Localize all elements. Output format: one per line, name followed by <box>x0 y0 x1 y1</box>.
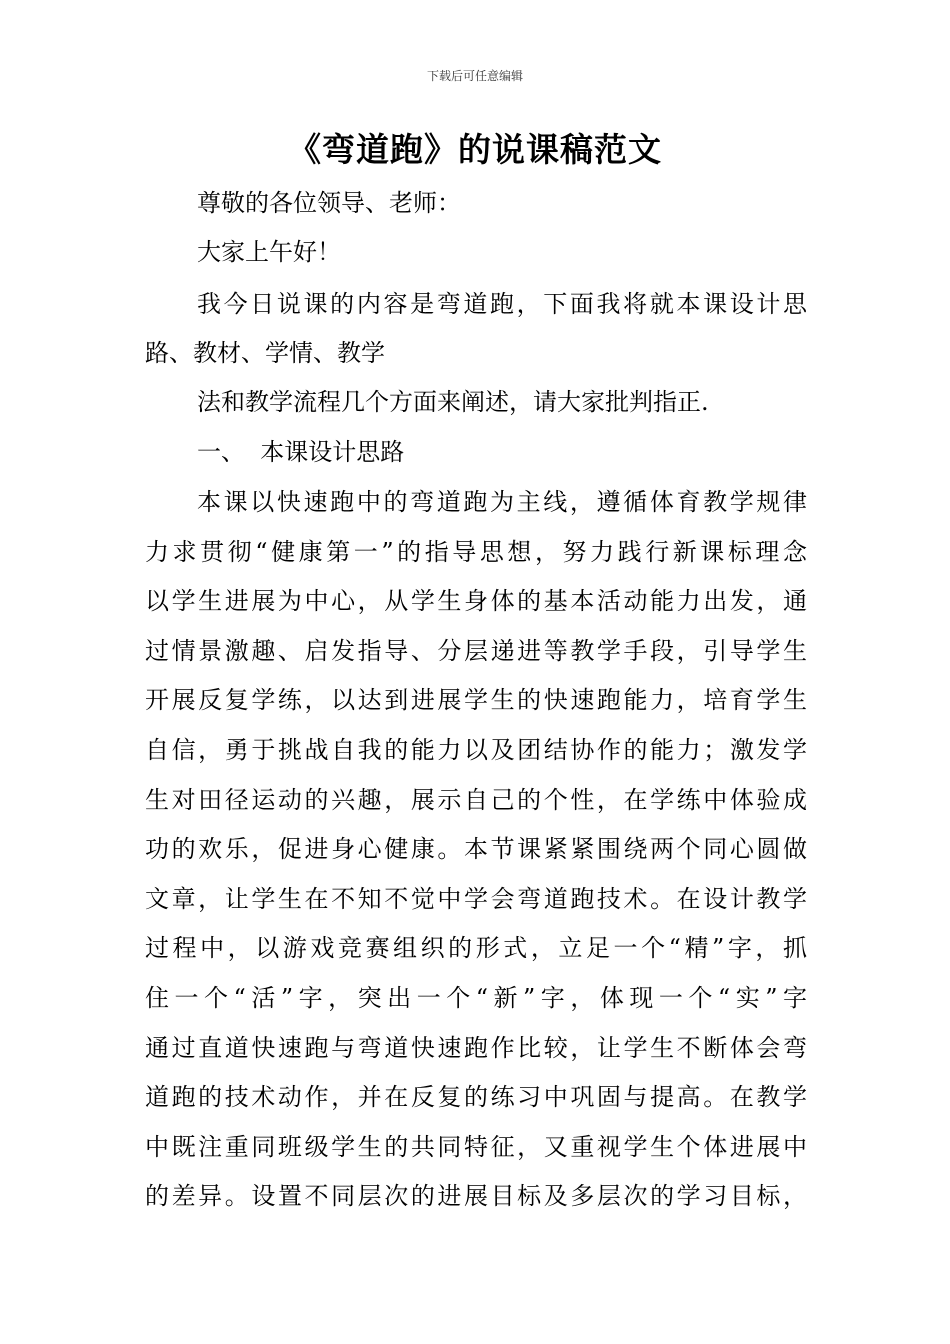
paragraph-line: 中既注重同班级学生的共同特征，又重视学生个体进展中 <box>145 1133 807 1161</box>
paragraph-line: 住一个“活”字，突出一个“新”字，体现一个“实”字 <box>145 984 807 1012</box>
hello: 大家上午好！ <box>197 238 341 266</box>
paragraph-line: 的差异。设置不同层次的进展目标及多层次的学习目标， <box>145 1182 807 1210</box>
paragraph-line: 自信，勇于挑战自我的能力以及团结协作的能力；激发学 <box>145 736 807 764</box>
intro-line-3: 法和教学流程几个方面来阐述，请大家批判指正. <box>197 388 709 416</box>
section-heading: 一、 本课设计思路 <box>197 438 405 466</box>
paragraph-line: 过情景激趣、启发指导、分层递进等教学手段，引导学生 <box>145 637 807 665</box>
paragraph-line: 文章，让学生在不知不觉中学会弯道跑技术。在设计教学 <box>145 885 807 913</box>
document-title: 《弯道跑》的说课稿范文 <box>288 130 662 169</box>
paragraph-line: 力求贯彻“健康第一”的指导思想，努力践行新课标理念 <box>145 538 807 566</box>
intro-line-2: 路、教材、学情、教学 <box>145 339 385 367</box>
paragraph-line: 开展反复学练，以达到进展学生的快速跑能力，培育学生 <box>145 686 807 714</box>
paragraph-line: 生对田径运动的兴趣，展示自己的个性，在学练中体验成 <box>145 786 807 814</box>
paragraph-line: 以学生进展为中心，从学生身体的基本活动能力出发，通 <box>145 587 807 615</box>
paragraph-line: 本课以快速跑中的弯道跑为主线，遵循体育教学规律 <box>197 488 807 516</box>
header-note: 下载后可任意编辑 <box>426 69 523 83</box>
paragraph-line: 通过直道快速跑与弯道快速跑作比较，让学生不断体会弯 <box>145 1034 807 1062</box>
greeting: 尊敬的各位领导、老师： <box>197 189 461 217</box>
paragraph-line: 功的欢乐，促进身心健康。本节课紧紧围绕两个同心圆做 <box>145 835 807 863</box>
intro-line-1: 我今日说课的内容是弯道跑，下面我将就本课设计思 <box>197 290 807 318</box>
paragraph-line: 道跑的技术动作，并在反复的练习中巩固与提高。在教学 <box>145 1083 807 1111</box>
paragraph-line: 过程中，以游戏竞赛组织的形式，立足一个“精”字，抓 <box>145 934 807 962</box>
